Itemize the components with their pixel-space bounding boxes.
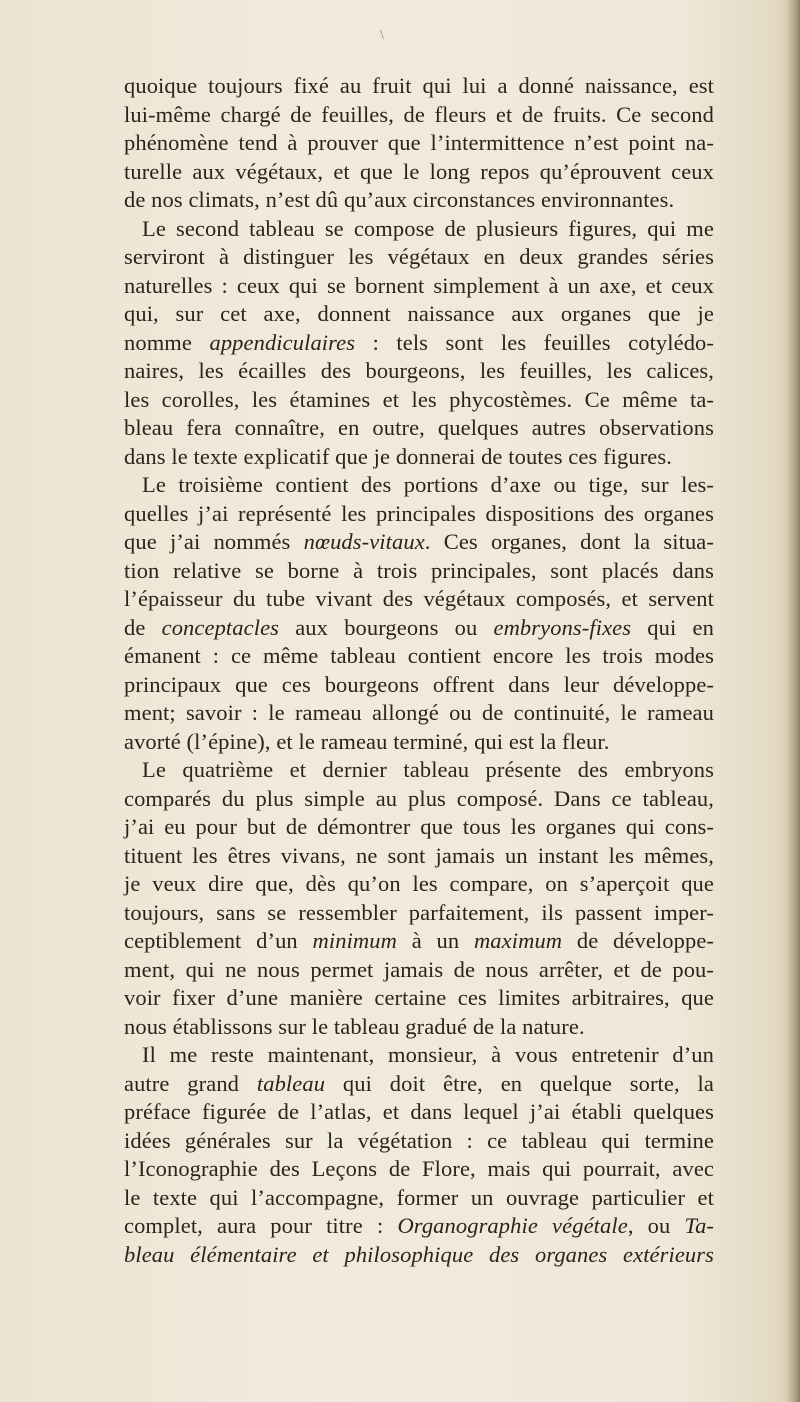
text-line: tituent les êtres vivans, ne sont jamais un instant les mêmes, [124, 842, 714, 868]
text-line: ment, qui ne nous permet jamais de nous arrêter, et de pou- [124, 956, 714, 982]
text-line: toujours, sans se ressembler parfaitement, ils passent imper- [124, 899, 714, 925]
text-line: Il me reste maintenant, monsieur, à vous entretenir d’un [142, 1042, 714, 1067]
text-line: que j’ai nommés nœuds-vitaux. Ces organes, dont la situa- [124, 529, 714, 554]
text-line: de conceptacles aux bourgeons ou embryons-fixes qui en [124, 614, 714, 640]
text-line: voir fixer d’une manière certaine ces limites arbitraires, que [124, 985, 714, 1010]
text-line: autre grand tableau qui doit être, en quelque sorte, la [124, 1070, 714, 1096]
text-line: nomme appendiculaires : tels sont les feuilles cotylédo- [124, 329, 714, 355]
text-line: le texte qui l’accompagne, former un ouvrage particulier et [124, 1184, 714, 1210]
text-line: idées générales sur la végétation : ce tableau qui termine [124, 1127, 714, 1153]
page-edge-shadow [786, 0, 800, 1402]
text-line: avorté (l’épine), et le rameau terminé, qui est la fleur. [124, 728, 610, 754]
text-line: turelle aux végétaux, et que le long repos qu’éprouvent ceux [124, 158, 714, 184]
text-line: Le quatrième et dernier tableau présente des embryons [142, 757, 714, 782]
text-line: ment; savoir : le rameau allongé ou de continuité, le rameau [124, 700, 714, 725]
page-mark: \ [380, 28, 384, 43]
text-line: comparés du plus simple au plus composé. Dans ce tableau, [124, 785, 714, 811]
text-line: quelles j’ai représenté les principales dispositions des organes [124, 500, 714, 526]
text-line: naturelles : ceux qui se bornent simplement à un axe, et ceux [124, 272, 714, 298]
text-line: les corolles, les étamines et les phycostèmes. Ce même ta- [124, 386, 714, 412]
text-line: lui-même chargé de feuilles, de fleurs et de fruits. Ce second [124, 101, 714, 127]
text-line: préface figurée de l’atlas, et dans lequel j’ai établi quelques [124, 1099, 714, 1124]
text-line: j’ai eu pour but de démontrer que tous les organes qui cons- [124, 814, 714, 839]
text-line: je veux dire que, dès qu’on les compare, on s’aperçoit que [124, 871, 714, 896]
text-line: phénomène tend à prouver que l’intermittence n’est point na- [124, 130, 714, 155]
text-line: bleau fera connaître, en outre, quelques autres observations [124, 415, 714, 440]
text-line: serviront à distinguer les végétaux en deux grandes séries [124, 244, 714, 269]
text-line: l’épaisseur du tube vivant des végétaux composés, et servent [124, 586, 714, 611]
text-line: complet, aura pour titre : Organographie végétale, ou Ta- [124, 1213, 715, 1238]
text-line: dans le texte explicatif que je donnerai de toutes ces figures. [124, 443, 672, 469]
text-line: qui, sur cet axe, donnent naissance aux organes que je [124, 301, 714, 326]
text-line: l’Iconographie des Leçons de Flore, mais qui pourrait, avec [124, 1156, 714, 1181]
text-line: émanent : ce même tableau contient encore les trois modes [124, 643, 714, 668]
text-line: principaux que ces bourgeons offrent dans leur développe- [124, 671, 714, 697]
text-line: de nos climats, n’est dû qu’aux circonstances environnantes. [124, 187, 675, 212]
text-line: ceptiblement d’un minimum à un maximum de développe- [124, 928, 714, 953]
body-text [124, 72, 714, 1269]
text-line: bleau élémentaire et philosophique des organes extérieurs [124, 1241, 714, 1267]
text-line: quoique toujours fixé au fruit qui lui a donné naissance, est [124, 73, 714, 98]
text-line: Le troisième contient des portions d’axe ou tige, sur les- [142, 472, 714, 497]
text-line: Le second tableau se compose de plusieurs figures, qui me [142, 215, 714, 241]
text-line: tion relative se borne à trois principales, sont placés dans [124, 557, 714, 583]
text-line: nous établissons sur le tableau gradué de la nature. [124, 1013, 585, 1039]
text-line: naires, les écailles des bourgeons, les feuilles, les calices, [124, 358, 714, 383]
